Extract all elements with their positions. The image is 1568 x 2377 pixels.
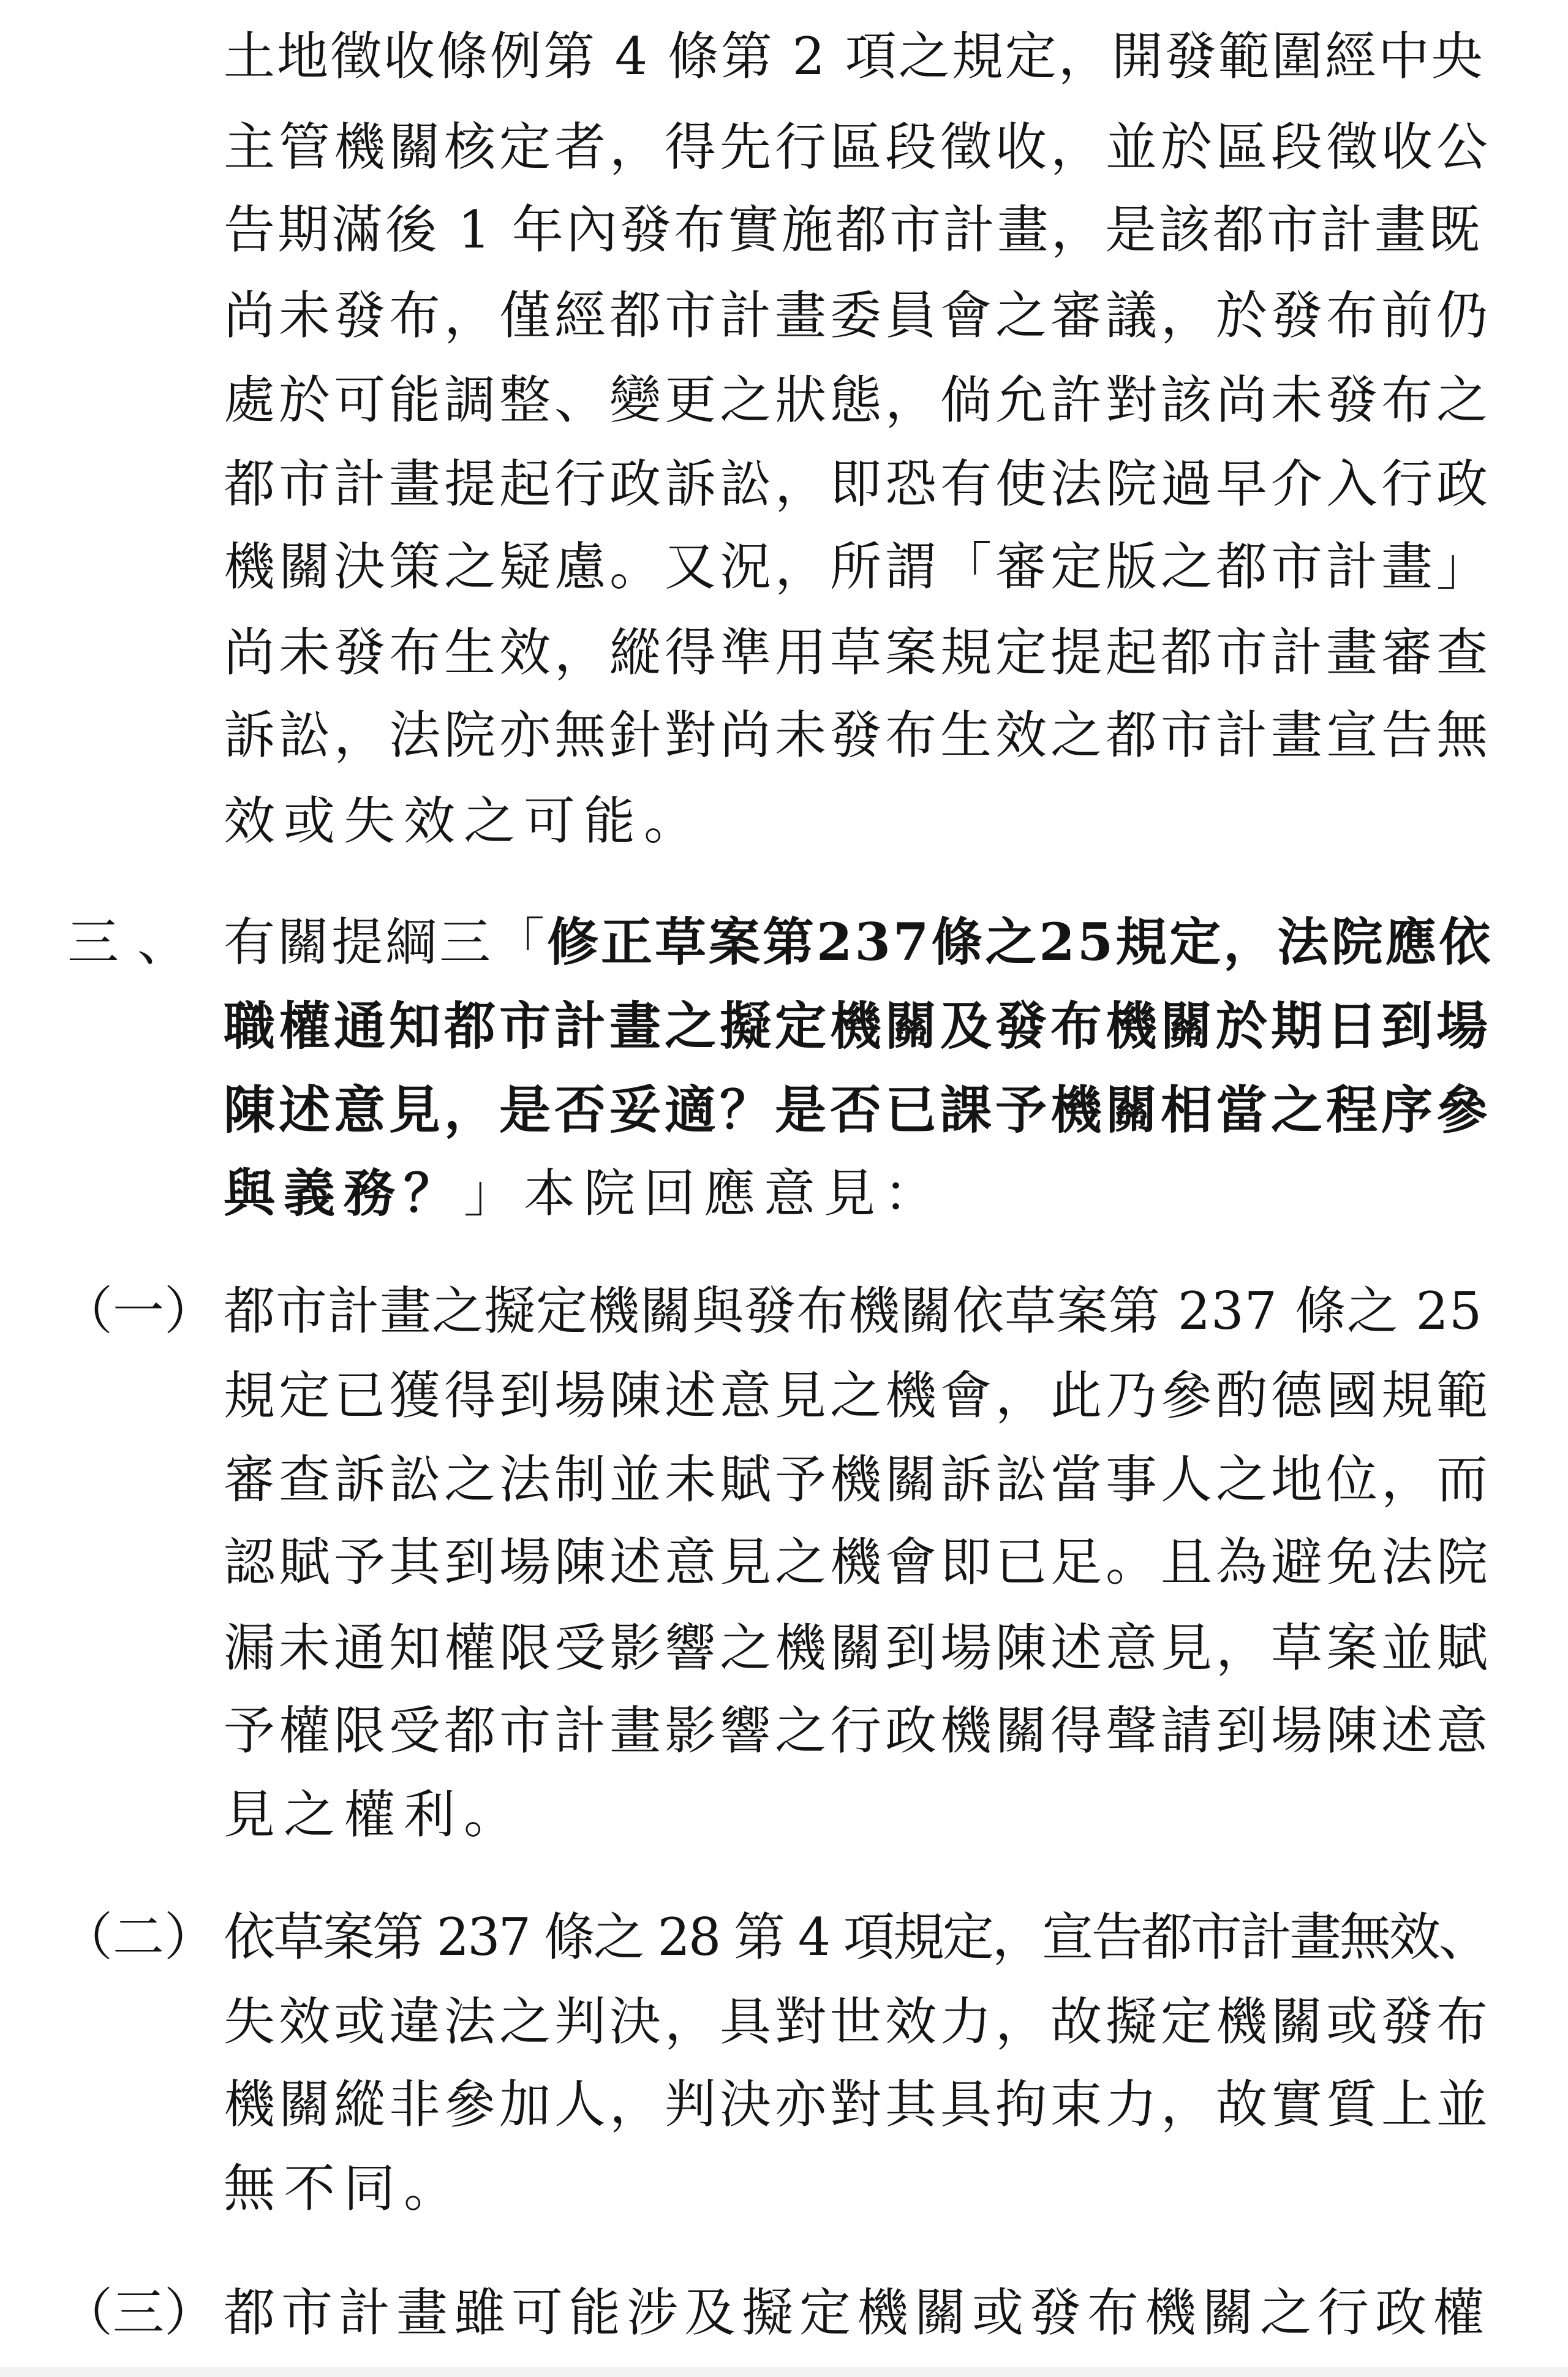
heading-suffix: 」本院回應意見： [464, 1163, 944, 1223]
text-line: 處於可能調整、變更之狀態，倘允許對該尚未發布之 [224, 370, 1492, 430]
text-line: 告期滿後 1 年內發布實施都市計畫，是該都市計畫既 [224, 200, 1482, 260]
text-line: 主管機關核定者，得先行區段徵收，並於區段徵收公 [224, 117, 1492, 177]
item-marker: （三） [61, 2283, 216, 2343]
text-line: 訴訟，法院亦無針對尚未發布生效之都市計畫宣告無 [224, 705, 1492, 765]
text-line: 規定已獲得到場陳述意見之機會，此乃參酌德國規範 [224, 1366, 1492, 1426]
text-line: 尚未發布生效，縱得準用草案規定提起都市計畫審查 [224, 622, 1492, 682]
text-line: 依草案第 237 條之 28 第 4 項規定，宣告都市計畫無效、 [224, 1907, 1488, 1967]
text-line: 審查訴訟之法制並未賦予機關訴訟當事人之地位，而 [224, 1449, 1492, 1510]
section-marker: 三、 [67, 912, 208, 972]
heading-question: 與義務？ [224, 1163, 464, 1223]
heading-question: 修正草案第237條之25規定，法院應依 [547, 912, 1493, 972]
text-line: 都市計畫雖可能涉及擬定機關或發布機關之行政權 [224, 2283, 1491, 2343]
text-line: 機關決策之疑慮。又況，所謂「審定版之都市計畫」 [224, 537, 1492, 597]
scan-edge [0, 2367, 1568, 2377]
heading-prefix: 有關提綱三「 [224, 912, 548, 972]
text-line: 認賦予其到場陳述意見之機會即已足。且為避免法院 [224, 1532, 1492, 1592]
text-line: 漏未通知權限受影響之機關到場陳述意見，草案並賦 [224, 1618, 1492, 1678]
section-heading-line [224, 1163, 944, 1224]
text-line: 失效或違法之判決，具對世效力，故擬定機關或發布 [224, 1992, 1492, 2052]
text-line: 尚未發布，僅經都市計畫委員會之審議，於發布前仍 [224, 285, 1492, 346]
text-line: 都市計畫提起行政訴訟，即恐有使法院過早介入行政 [224, 454, 1492, 514]
heading-question: 陳述意見，是否妥適？是否已課予機關相當之程序參 [224, 1079, 1492, 1140]
text-line: 效或失效之可能。 [224, 791, 704, 851]
text-line: 機關縱非參加人，判決亦對其具拘束力，故實質上並 [224, 2074, 1492, 2134]
text-line: 見之權利。 [224, 1785, 524, 1845]
item-marker: （二） [61, 1907, 216, 1967]
text-line: 予權限受都市計畫影響之行政機關得聲請到場陳述意 [224, 1701, 1492, 1761]
item-marker: （一） [61, 1281, 216, 1341]
text-line: 無不同。 [224, 2158, 464, 2218]
text-line: 都市計畫之擬定機關與發布機關依草案第 237 條之 25 [224, 1281, 1483, 1341]
text-line: 土地徵收條例第 4 條第 2 項之規定，開發範圍經中央 [224, 26, 1485, 86]
section-heading-line [224, 912, 1493, 973]
heading-question: 職權通知都市計畫之擬定機關及發布機關於期日到場 [224, 996, 1492, 1056]
